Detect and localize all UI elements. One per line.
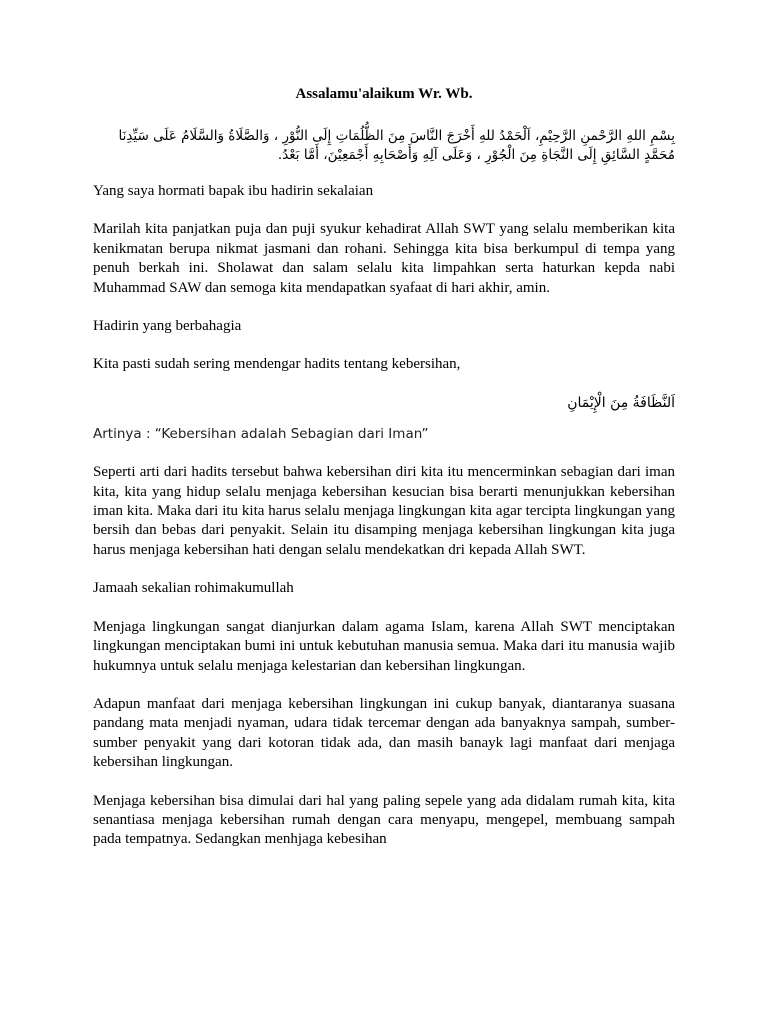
- document-title: Assalamu'alaikum Wr. Wb.: [295, 86, 473, 102]
- paragraph-3: Seperti arti dari hadits tersebut bahwa kebersihan diri kita itu mencerminkan sebagian dari iman kita, kita yang hidup selalu menjaga kebersihan kesucian bisa berarti menunjukkan kebersihan iman kita. Maka dari itu kita harus selalu menjaga lingkungan kita agar tercipta lingkungan yang bersih dan bebas dari penyakit. Selain itu disamping menjaga kebersihan lingkungan kita juga harus menjaga kebersihan hati dengan selalu mendekatkan dri kepada Allah SWT.: [93, 464, 675, 558]
- address-paragraph-2: Jamaah sekalian rohimakumullah: [93, 580, 294, 597]
- paragraph-5: Adapun manfaat dari menjaga kebersihan lingkungan ini cukup banyak, diantaranya suasana pandang mata menjadi nyaman, udara tidak tercemar dengan ada banyaknya sampah, sumber-sumber penyakit yang dari kotoran tidak ada, dan masih banayk lagi manfaat dari menjaga kebersihan lingkungan.: [93, 695, 675, 771]
- paragraph-4: Menjaga lingkungan sangat dianjurkan dalam agama Islam, karena Allah SWT menciptakan lingkungan menciptakan bumi ini untuk kebutuhan manusia semua. Maka dari itu manusia wajib hukumnya untuk selalu menjaga kelestarian dan kebersihan lingkungan.: [93, 618, 675, 674]
- paragraph-6: Menjaga kebersihan bisa dimulai dari hal yang paling sepele yang ada didalam rumah kita, kita senantiasa menjaga kebersihan rumah dengan cara menyapu, mengepel, membuang sampah pada tempatnya. Sedangkan menhjaga kebesihan: [93, 792, 675, 848]
- document-page: [93, 86, 675, 850]
- hadith-arabic-text: اَلنَّظَافَةُ مِنَ الْإِيْمَانِ: [567, 394, 675, 411]
- opening-arabic-text: بِسْمِ اللهِ الرَّحْمنِ الرَّحِيْمِ، اَلْحَمْدُ للهِ أَخْرَجَ النَّاسَ مِنَ الظُّلُمَاتِ إِلَى النُّوْرِ ، وَالصَّلَاةُ وَالسَّلَامُ عَلَى سَيِّدِنَا مُحَمَّدٍ السَّائِقِ إِلَى النَّجَاةِ مِنَ الْجُوْرِ ، وَعَلَى آلِهِ وَأَصْحَابِهِ أَجْمَعِيْنَ، أَمَّا بَعْدُ.: [118, 128, 675, 163]
- greeting-paragraph: Yang saya hormati bapak ibu hadirin sekalaian: [93, 183, 374, 199]
- address-paragraph-1: Hadirin yang berbahagia: [93, 318, 242, 335]
- paragraph-2: Kita pasti sudah sering mendengar hadits tentang kebersihan,: [93, 356, 461, 373]
- hadith-meaning: Artinya : “Kebersihan adalah Sebagian dari Iman”: [93, 425, 429, 442]
- paragraph-1: Marilah kita panjatkan puja dan puji syukur kehadirat Allah SWT yang selalu memberikan kita kenikmatan berupa nikmat jasmani dan rohani. Sehingga kita bisa berkumpul di tempa yang penuh berkah ini. Sholawat dan salam selalu kita limpahkan serta haturkan kepda nabi Muhammad SAW dan semoga kita mendapatkan syafaat di hari akhir, amin.: [93, 221, 675, 296]
